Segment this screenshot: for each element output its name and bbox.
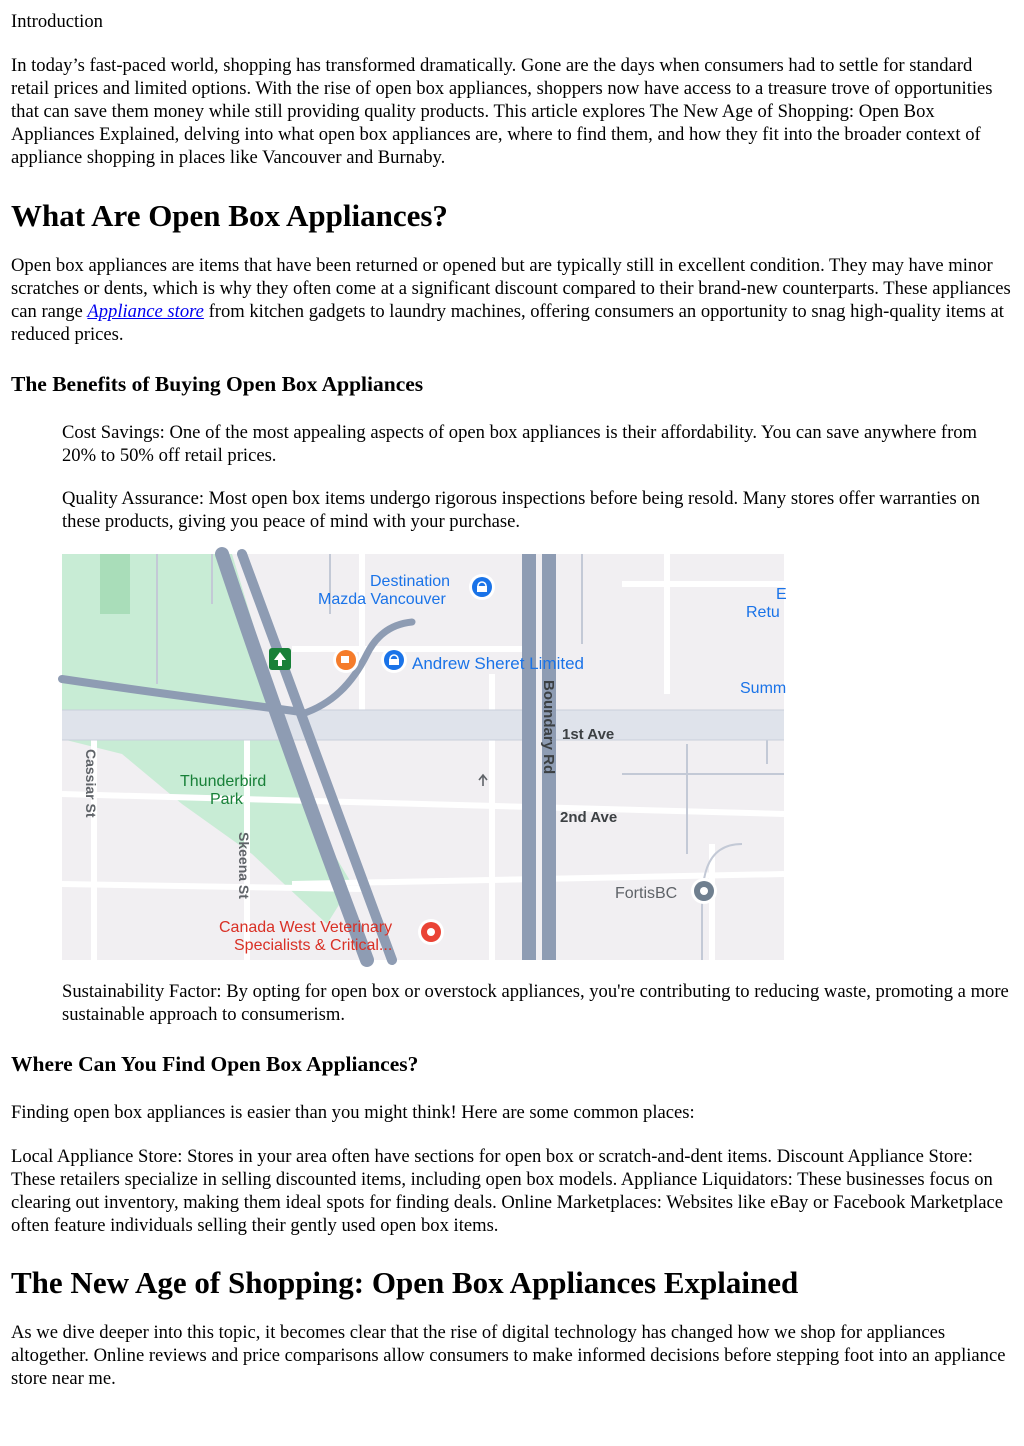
place-label-andrew-sheret: Andrew Sheret Limited (412, 654, 584, 673)
place-label-canada-west-line1: Canada West Veterinary (219, 919, 393, 936)
street-label-skeena-st: Skeena St (236, 832, 252, 899)
new-age-paragraph: As we dive deeper into this topic, it becomes clear that the rise of digital technology has changed how we shop for appliances altogether. Online reviews and price comparisons allow consumers to make informed decisions before stepping foot into an appliance store near me. (11, 1322, 1006, 1389)
place-label-destination-line2: Mazda Vancouver (318, 591, 446, 608)
place-label-retu-line1: E (776, 586, 787, 603)
map-canvas (62, 554, 787, 960)
street-label-1st-ave: 1st Ave (562, 726, 615, 743)
map-pin-andrew-sheret[interactable] (381, 647, 407, 673)
place-label-thunderbird-line1: Thunderbird (180, 773, 267, 790)
intro-paragraph: In today’s fast-paced world, shopping has transformed dramatically. Gone are the days when consumers had to settle for standard retail prices and limited options. With the rise of open box appliances, shoppers now have access to a treasure trove of opportunities that can save them money while still providing quality products. This article explores The New Age of Shopping: Open Box Appliances Explained, delving into what open box appliances are, where to find them, and how they fit into the broader context of appliance shopping in places like Vancouver and Burnaby. (11, 55, 993, 168)
what-paragraph (11, 254, 1014, 346)
map-pin-park[interactable] (269, 648, 291, 670)
what-text-before-link: Open box appliances are items that have been returned or opened but are typically still in excellent condition. They may have minor scratches or dents, which is why they often come at a significant discount compared to their brand-new counterparts. These appliances can range (11, 255, 1011, 322)
heading-what-are-open-box: What Are Open Box Appliances? (11, 198, 448, 233)
benefit-item-quality-assurance: Quality Assurance: Most open box items undergo rigorous inspections before being resold. Many stores offer warranties on these products, giving you peace of mind with your purchase. (62, 488, 980, 532)
appliance-store-link[interactable]: Appliance store (87, 301, 204, 322)
place-label-canada-west-line2: Specialists & Critical... (234, 937, 393, 954)
place-label-destination-line1: Destination (370, 573, 451, 590)
benefit-item-sustainability: Sustainability Factor: By opting for open box or overstock appliances, you're contributing to reducing waste, promoting a more sustainable approach to consumerism. (62, 981, 1009, 1025)
first-ave-band (62, 710, 784, 740)
map-pin-fortisbc[interactable] (691, 878, 717, 904)
heading-benefits: The Benefits of Buying Open Box Appliances (11, 372, 424, 396)
intro-label: Introduction (11, 11, 103, 32)
map-embed[interactable] (62, 554, 787, 960)
heading-where-to-find: Where Can You Find Open Box Appliances? (11, 1052, 419, 1076)
park-field (100, 554, 130, 614)
where-intro: Finding open box appliances is easier than you might think! Here are some common places: (11, 1102, 695, 1123)
map-pin-destination-mazda[interactable] (469, 574, 495, 600)
heading-new-age: The New Age of Shopping: Open Box Appliances Explained (11, 1265, 799, 1300)
place-label-summ: Summ (740, 680, 787, 697)
map-pin-canada-west[interactable] (418, 919, 444, 945)
place-label-retu-line2: Retu (746, 604, 780, 621)
what-text-after-link: from kitchen gadgets to laundry machines, offering consumers an opportunity to snag high-quality items at reduced prices. (11, 301, 1004, 345)
where-list-paragraph: Local Appliance Store: Stores in your area often have sections for open box or scratch-and-dent items. Discount Appliance Store: These retailers specialize in selling discounted items, including open box models. Appliance Liquidators: These businesses focus on clearing out inventory, making them ideal spots for finding deals. Online Marketplaces: Websites like eBay or Facebook Marketplace often feature individuals selling their gently used open box items. (11, 1146, 1003, 1236)
street-label-2nd-ave: 2nd Ave (560, 809, 618, 826)
map-pin-cafe[interactable] (333, 647, 359, 673)
place-label-fortisbc: FortisBC (615, 885, 678, 902)
street-label-boundary-rd: Boundary Rd (540, 680, 557, 775)
street-label-cassiar-st: Cassiar St (83, 749, 99, 818)
benefit-item-cost-savings: Cost Savings: One of the most appealing aspects of open box appliances is their affordability. You can save anywhere from 20% to 50% off retail prices. (62, 422, 978, 466)
place-label-thunderbird-line2: Park (210, 791, 243, 808)
